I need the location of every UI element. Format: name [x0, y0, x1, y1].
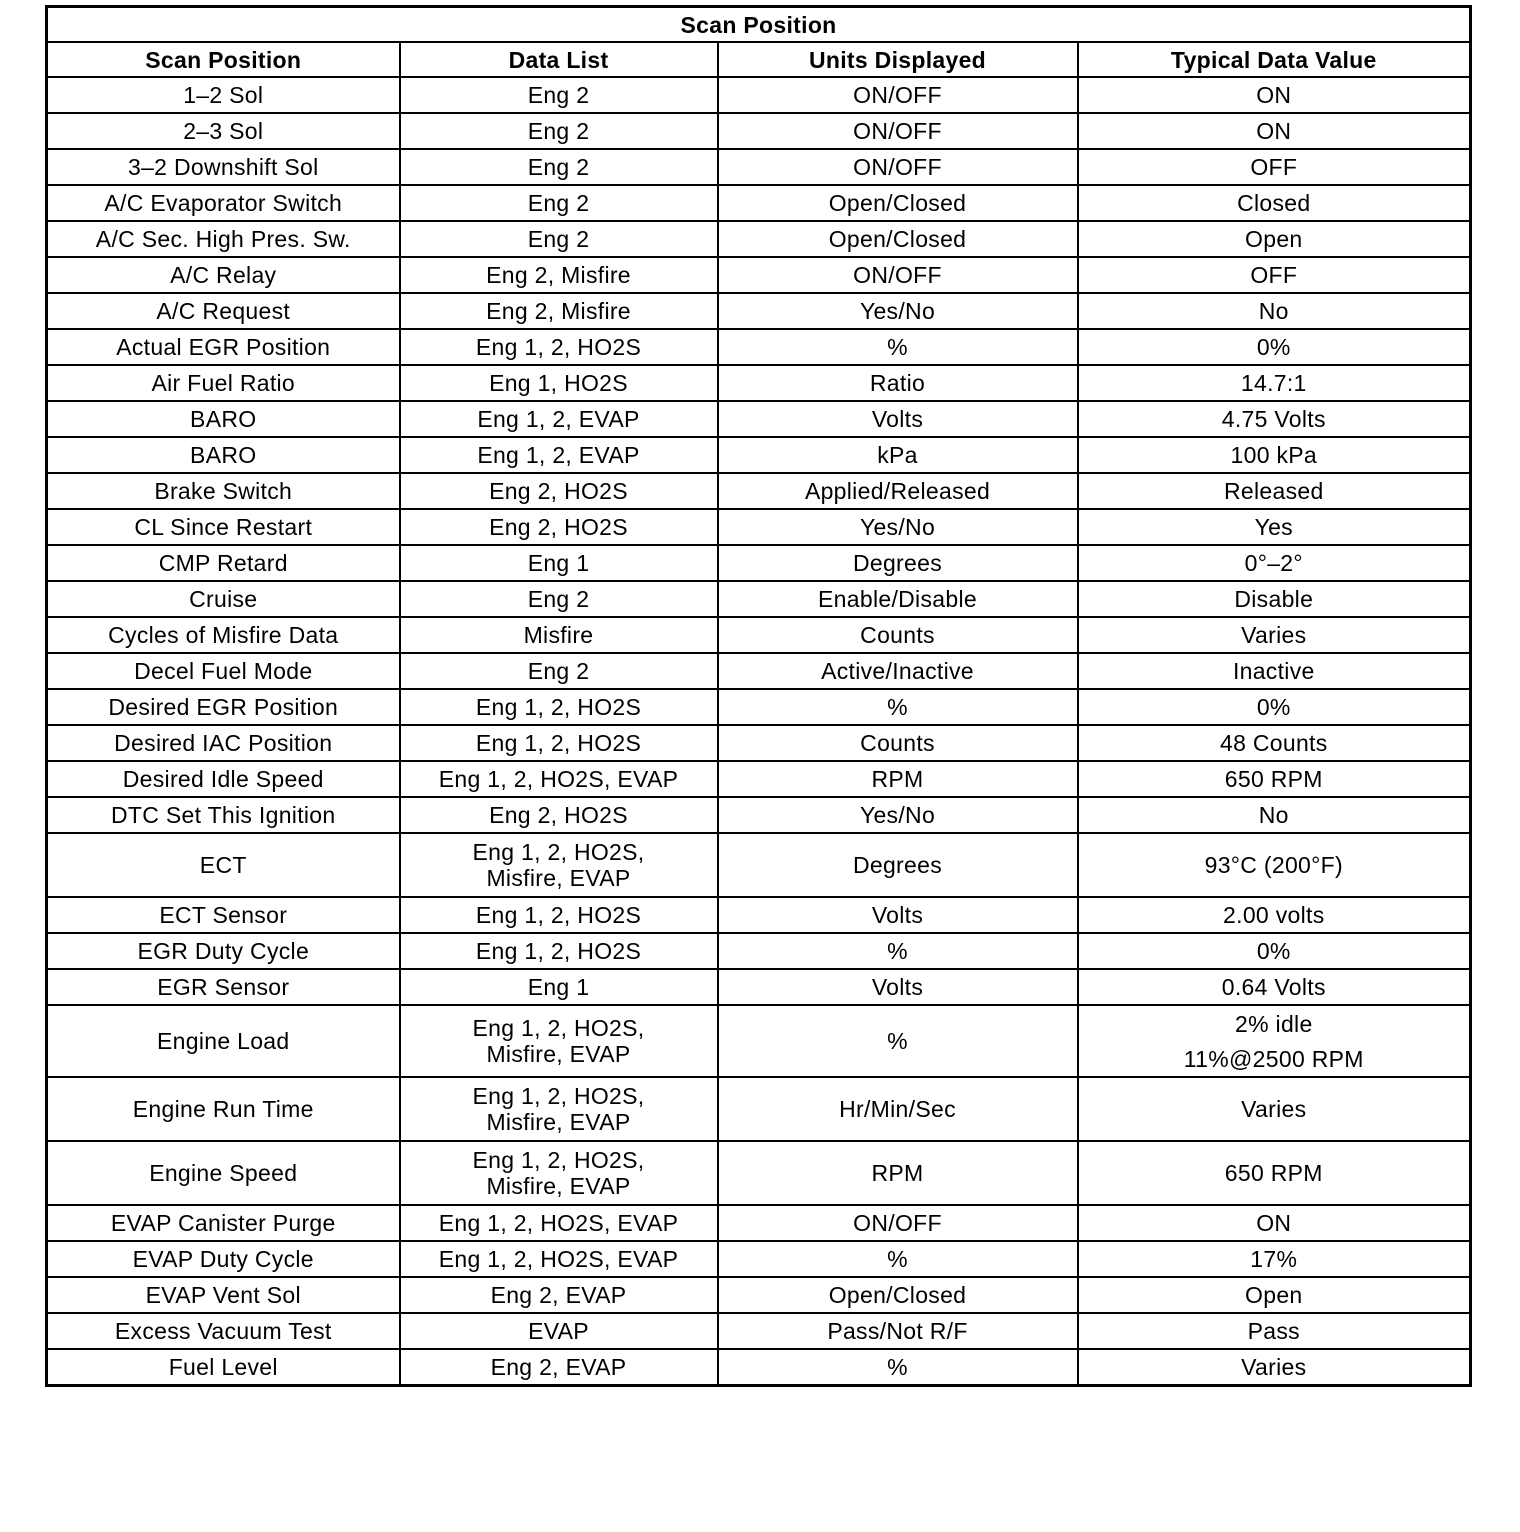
- cell-units-displayed: ON/OFF: [718, 113, 1078, 149]
- cell-data-list: [400, 617, 718, 653]
- cell-units-displayed: %: [718, 1241, 1078, 1277]
- table-row: [47, 725, 1471, 761]
- cell-data-list: [400, 1349, 718, 1386]
- cell-scan-position: Engine Load: [47, 1005, 400, 1077]
- cell-typical-value: [1078, 185, 1471, 221]
- cell-scan-position: Engine Speed: [47, 1141, 400, 1205]
- cell-data-list-line: Eng 1, 2, HO2S,: [472, 1083, 645, 1109]
- cell-data-list: [400, 77, 718, 113]
- cell-typical-value: [1078, 933, 1471, 969]
- table-row: [47, 1313, 1471, 1349]
- cell-typical-value: [1078, 1077, 1471, 1141]
- cell-typical-value-line: Varies: [1241, 1096, 1307, 1122]
- cell-scan-position: 3–2 Downshift Sol: [47, 149, 400, 185]
- cell-typical-value: [1078, 257, 1471, 293]
- cell-units-displayed: Hr/Min/Sec: [718, 1077, 1078, 1141]
- cell-typical-value-line: Yes: [1254, 514, 1293, 540]
- cell-scan-position: Actual EGR Position: [47, 329, 400, 365]
- header-units-displayed: Units Displayed: [718, 42, 1078, 77]
- cell-data-list: [400, 401, 718, 437]
- table-row: [47, 897, 1471, 933]
- cell-data-list: [400, 509, 718, 545]
- table-row: [47, 761, 1471, 797]
- cell-typical-value: [1078, 77, 1471, 113]
- table-row: [47, 149, 1471, 185]
- cell-data-list: [400, 1205, 718, 1241]
- table-row: [47, 689, 1471, 725]
- cell-data-list-line: Eng 1, 2, HO2S: [475, 694, 642, 720]
- table-row: [47, 797, 1471, 833]
- cell-data-list-line: Eng 2, Misfire: [486, 262, 631, 288]
- cell-typical-value-line: Varies: [1241, 622, 1307, 648]
- cell-data-list-line: Eng 1, 2, HO2S,: [472, 839, 645, 865]
- table-header-row: [47, 42, 1471, 77]
- cell-units-displayed: Open/Closed: [718, 1277, 1078, 1313]
- cell-units-displayed: Degrees: [718, 833, 1078, 897]
- cell-scan-position: CL Since Restart: [47, 509, 400, 545]
- cell-typical-value-line: Released: [1223, 478, 1324, 504]
- cell-typical-value-line: Varies: [1241, 1354, 1307, 1380]
- table-row: [47, 401, 1471, 437]
- cell-typical-value-line: 2% idle: [1235, 1010, 1313, 1037]
- table-row: [47, 293, 1471, 329]
- cell-data-list-line: Eng 1, 2, HO2S: [475, 938, 642, 964]
- cell-data-list: [400, 1077, 718, 1141]
- cell-typical-value: [1078, 1005, 1471, 1077]
- cell-data-list-line: Eng 2, Misfire: [486, 298, 631, 324]
- cell-units-displayed: Volts: [718, 401, 1078, 437]
- scan-position-table: [45, 5, 1472, 1387]
- cell-data-list-line: Eng 2: [527, 190, 590, 216]
- cell-data-list: [400, 833, 718, 897]
- cell-data-list: [400, 1313, 718, 1349]
- cell-data-list: [400, 1241, 718, 1277]
- table-row: [47, 545, 1471, 581]
- cell-data-list-line: Misfire, EVAP: [486, 865, 631, 891]
- cell-data-list-line: Eng 2, HO2S: [489, 802, 628, 828]
- cell-units-displayed: Enable/Disable: [718, 581, 1078, 617]
- cell-data-list-line: Eng 2, EVAP: [490, 1354, 627, 1380]
- cell-data-list: [400, 1005, 718, 1077]
- cell-scan-position: ECT: [47, 833, 400, 897]
- cell-typical-value: [1078, 1349, 1471, 1386]
- table-row: [47, 1141, 1471, 1205]
- cell-data-list: [400, 113, 718, 149]
- cell-data-list-line: Eng 2: [527, 226, 590, 252]
- cell-data-list: [400, 725, 718, 761]
- cell-typical-value-line: 650 RPM: [1224, 1160, 1323, 1186]
- cell-scan-position: Engine Run Time: [47, 1077, 400, 1141]
- cell-typical-value-line: 17%: [1250, 1246, 1298, 1272]
- cell-units-displayed: %: [718, 329, 1078, 365]
- cell-data-list-line: Eng 1: [527, 550, 590, 576]
- cell-typical-value-line: 100 kPa: [1230, 442, 1318, 468]
- table-row: [47, 113, 1471, 149]
- cell-data-list: [400, 257, 718, 293]
- table-body: [47, 77, 1471, 1386]
- cell-scan-position: Air Fuel Ratio: [47, 365, 400, 401]
- cell-scan-position: Brake Switch: [47, 473, 400, 509]
- cell-typical-value: [1078, 653, 1471, 689]
- cell-scan-position: BARO: [47, 401, 400, 437]
- cell-typical-value: [1078, 401, 1471, 437]
- table-row: [47, 185, 1471, 221]
- cell-data-list: [400, 933, 718, 969]
- table-row: [47, 581, 1471, 617]
- cell-data-list-line: Eng 1, 2, HO2S,: [472, 1147, 645, 1173]
- table-row: [47, 437, 1471, 473]
- cell-data-list-line: Eng 2: [527, 82, 590, 108]
- cell-data-list-line: Misfire, EVAP: [486, 1041, 631, 1067]
- cell-data-list-line: Eng 2: [527, 658, 590, 684]
- cell-data-list-line: Eng 1, 2, HO2S, EVAP: [438, 766, 679, 792]
- table-row: [47, 1349, 1471, 1386]
- cell-scan-position: Desired IAC Position: [47, 725, 400, 761]
- table-row: [47, 509, 1471, 545]
- cell-data-list: [400, 969, 718, 1005]
- cell-data-list-line: EVAP: [528, 1318, 589, 1344]
- cell-units-displayed: Open/Closed: [718, 221, 1078, 257]
- cell-typical-value: [1078, 293, 1471, 329]
- cell-units-displayed: %: [718, 1005, 1078, 1077]
- table-row: [47, 1205, 1471, 1241]
- cell-data-list-line: Eng 2: [527, 586, 590, 612]
- cell-scan-position: A/C Request: [47, 293, 400, 329]
- cell-scan-position: BARO: [47, 437, 400, 473]
- cell-typical-value-line: 14.7:1: [1240, 370, 1307, 396]
- cell-typical-value-line: Disable: [1234, 586, 1314, 612]
- cell-typical-value-line: Closed: [1237, 190, 1311, 216]
- header-data-list: Data List: [400, 42, 718, 77]
- cell-typical-value: [1078, 1141, 1471, 1205]
- cell-scan-position: EVAP Vent Sol: [47, 1277, 400, 1313]
- table-caption-row: [47, 7, 1471, 43]
- cell-scan-position: 2–3 Sol: [47, 113, 400, 149]
- cell-typical-value-line: OFF: [1250, 262, 1298, 288]
- cell-typical-value-line: 0°–2°: [1244, 550, 1303, 576]
- table-row: [47, 833, 1471, 897]
- cell-typical-value-line: No: [1258, 298, 1289, 324]
- cell-scan-position: DTC Set This Ignition: [47, 797, 400, 833]
- cell-units-displayed: RPM: [718, 761, 1078, 797]
- cell-units-displayed: Applied/Released: [718, 473, 1078, 509]
- table-row: [47, 473, 1471, 509]
- cell-typical-value: [1078, 1277, 1471, 1313]
- header-scan-position: Scan Position: [47, 42, 400, 77]
- table-row: [47, 77, 1471, 113]
- cell-typical-value: [1078, 833, 1471, 897]
- cell-typical-value: [1078, 969, 1471, 1005]
- cell-typical-value-line: Open: [1245, 226, 1303, 252]
- cell-data-list-line: Eng 1, 2, EVAP: [477, 442, 640, 468]
- cell-data-list-line: Eng 2, EVAP: [490, 1282, 627, 1308]
- cell-scan-position: Excess Vacuum Test: [47, 1313, 400, 1349]
- cell-units-displayed: Yes/No: [718, 509, 1078, 545]
- cell-scan-position: EGR Duty Cycle: [47, 933, 400, 969]
- cell-typical-value-line: 4.75 Volts: [1221, 406, 1326, 432]
- cell-data-list: [400, 149, 718, 185]
- cell-typical-value-line: 2.00 volts: [1223, 902, 1325, 928]
- cell-typical-value: [1078, 437, 1471, 473]
- cell-typical-value: [1078, 1313, 1471, 1349]
- cell-typical-value: [1078, 617, 1471, 653]
- cell-data-list: [400, 761, 718, 797]
- cell-scan-position: A/C Sec. High Pres. Sw.: [47, 221, 400, 257]
- cell-scan-position: CMP Retard: [47, 545, 400, 581]
- cell-typical-value: [1078, 581, 1471, 617]
- cell-typical-value: [1078, 689, 1471, 725]
- cell-data-list: [400, 689, 718, 725]
- cell-typical-value: [1078, 221, 1471, 257]
- cell-typical-value-line: ON: [1256, 1210, 1292, 1236]
- table-row: [47, 969, 1471, 1005]
- cell-data-list-line: Eng 1: [527, 974, 590, 1000]
- cell-units-displayed: Counts: [718, 617, 1078, 653]
- cell-scan-position: A/C Relay: [47, 257, 400, 293]
- table-row: [47, 617, 1471, 653]
- cell-units-displayed: Yes/No: [718, 797, 1078, 833]
- cell-typical-value-line: ON: [1256, 118, 1292, 144]
- cell-typical-value-line: ON: [1256, 82, 1292, 108]
- cell-units-displayed: Active/Inactive: [718, 653, 1078, 689]
- cell-data-list: [400, 897, 718, 933]
- cell-units-displayed: ON/OFF: [718, 1205, 1078, 1241]
- cell-units-displayed: RPM: [718, 1141, 1078, 1205]
- cell-data-list-line: Eng 1, 2, HO2S, EVAP: [438, 1210, 679, 1236]
- cell-units-displayed: Volts: [718, 969, 1078, 1005]
- cell-units-displayed: Degrees: [718, 545, 1078, 581]
- cell-data-list: [400, 221, 718, 257]
- cell-data-list: [400, 293, 718, 329]
- cell-typical-value: [1078, 1205, 1471, 1241]
- header-typical-data-value: Typical Data Value: [1078, 42, 1471, 77]
- cell-typical-value: [1078, 509, 1471, 545]
- cell-scan-position: 1–2 Sol: [47, 77, 400, 113]
- cell-data-list-line: Misfire: [523, 622, 594, 648]
- cell-typical-value: [1078, 149, 1471, 185]
- cell-units-displayed: ON/OFF: [718, 257, 1078, 293]
- cell-scan-position: EVAP Canister Purge: [47, 1205, 400, 1241]
- cell-scan-position: EVAP Duty Cycle: [47, 1241, 400, 1277]
- table-row: [47, 257, 1471, 293]
- cell-units-displayed: Pass/Not R/F: [718, 1313, 1078, 1349]
- cell-data-list-line: Eng 2: [527, 154, 590, 180]
- table-caption: Scan Position: [47, 7, 1471, 43]
- cell-data-list: [400, 653, 718, 689]
- cell-units-displayed: Yes/No: [718, 293, 1078, 329]
- cell-scan-position: ECT Sensor: [47, 897, 400, 933]
- cell-scan-position: Desired EGR Position: [47, 689, 400, 725]
- cell-data-list-line: Eng 1, HO2S: [489, 370, 628, 396]
- cell-units-displayed: Ratio: [718, 365, 1078, 401]
- cell-units-displayed: Counts: [718, 725, 1078, 761]
- cell-units-displayed: Volts: [718, 897, 1078, 933]
- table-row: [47, 933, 1471, 969]
- cell-typical-value: [1078, 897, 1471, 933]
- table-row: [47, 1277, 1471, 1313]
- table-row: [47, 1005, 1471, 1077]
- cell-data-list: [400, 797, 718, 833]
- cell-typical-value: [1078, 329, 1471, 365]
- cell-typical-value: [1078, 1241, 1471, 1277]
- cell-typical-value-line: 650 RPM: [1224, 766, 1323, 792]
- cell-typical-value: [1078, 113, 1471, 149]
- cell-typical-value-line: 93°C (200°F): [1204, 852, 1343, 878]
- cell-typical-value-line: OFF: [1250, 154, 1298, 180]
- cell-typical-value-line: 0.64 Volts: [1221, 974, 1326, 1000]
- cell-typical-value: [1078, 473, 1471, 509]
- cell-data-list-line: Eng 1, 2, HO2S: [475, 902, 642, 928]
- table-row: [47, 1241, 1471, 1277]
- cell-units-displayed: Open/Closed: [718, 185, 1078, 221]
- cell-data-list-line: Eng 1, 2, HO2S,: [472, 1015, 645, 1041]
- cell-units-displayed: ON/OFF: [718, 149, 1078, 185]
- cell-data-list-line: Eng 2, HO2S: [489, 514, 628, 540]
- cell-scan-position: Cycles of Misfire Data: [47, 617, 400, 653]
- table-row: [47, 653, 1471, 689]
- cell-data-list-line: Eng 1, 2, EVAP: [477, 406, 640, 432]
- cell-data-list-line: Eng 1, 2, HO2S: [475, 334, 642, 360]
- cell-data-list-line: Misfire, EVAP: [486, 1173, 631, 1199]
- cell-data-list: [400, 437, 718, 473]
- cell-typical-value-line: Pass: [1247, 1318, 1300, 1344]
- cell-data-list-line: Misfire, EVAP: [486, 1109, 631, 1135]
- cell-data-list: [400, 1141, 718, 1205]
- cell-data-list: [400, 473, 718, 509]
- cell-data-list: [400, 1277, 718, 1313]
- table-row: [47, 221, 1471, 257]
- cell-typical-value-line: 11%@2500 RPM: [1183, 1045, 1364, 1072]
- cell-scan-position: EGR Sensor: [47, 969, 400, 1005]
- cell-units-displayed: %: [718, 1349, 1078, 1386]
- cell-typical-value: [1078, 725, 1471, 761]
- table-row: [47, 1077, 1471, 1141]
- table-row: [47, 365, 1471, 401]
- cell-typical-value-line: 0%: [1256, 938, 1291, 964]
- cell-typical-value-line: Inactive: [1232, 658, 1315, 684]
- cell-scan-position: Fuel Level: [47, 1349, 400, 1386]
- cell-scan-position: A/C Evaporator Switch: [47, 185, 400, 221]
- cell-data-list-line: Eng 1, 2, HO2S: [475, 730, 642, 756]
- cell-data-list: [400, 365, 718, 401]
- cell-units-displayed: %: [718, 933, 1078, 969]
- cell-units-displayed: ON/OFF: [718, 77, 1078, 113]
- cell-data-list: [400, 329, 718, 365]
- cell-data-list-line: Eng 1, 2, HO2S, EVAP: [438, 1246, 679, 1272]
- cell-typical-value: [1078, 797, 1471, 833]
- cell-data-list: [400, 545, 718, 581]
- cell-typical-value-line: No: [1258, 802, 1289, 828]
- cell-scan-position: Decel Fuel Mode: [47, 653, 400, 689]
- cell-data-list-line: Eng 2, HO2S: [489, 478, 628, 504]
- cell-typical-value-line: 0%: [1256, 334, 1291, 360]
- cell-typical-value: [1078, 545, 1471, 581]
- table-row: [47, 329, 1471, 365]
- cell-scan-position: Desired Idle Speed: [47, 761, 400, 797]
- cell-data-list: [400, 185, 718, 221]
- cell-typical-value: [1078, 761, 1471, 797]
- cell-typical-value-line: 0%: [1256, 694, 1291, 720]
- cell-typical-value-line: 48 Counts: [1219, 730, 1328, 756]
- cell-typical-value: [1078, 365, 1471, 401]
- cell-data-list: [400, 581, 718, 617]
- cell-data-list-line: Eng 2: [527, 118, 590, 144]
- cell-scan-position: Cruise: [47, 581, 400, 617]
- cell-units-displayed: %: [718, 689, 1078, 725]
- cell-typical-value-line: Open: [1245, 1282, 1303, 1308]
- cell-units-displayed: kPa: [718, 437, 1078, 473]
